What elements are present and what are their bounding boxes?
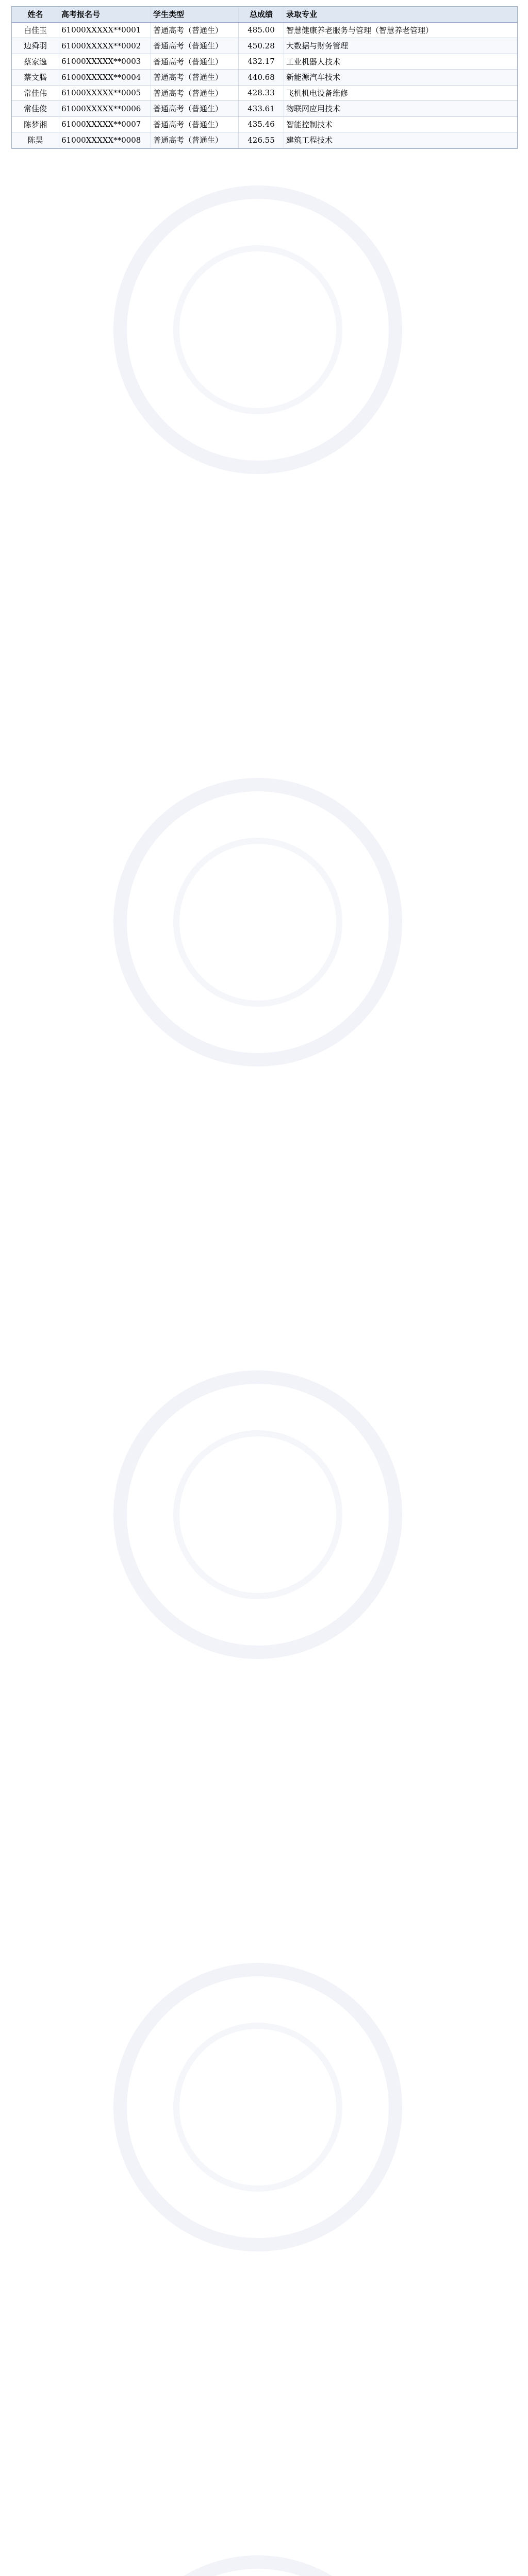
student-name: 陈梦湘 — [12, 117, 59, 132]
student-type: 普通高考（普通生） — [151, 132, 239, 148]
admitted-major: 工业机器人技术 — [286, 57, 341, 66]
total-score: 426.55 — [239, 132, 284, 148]
exam-id: 61000XXXXX**0008 — [59, 132, 151, 148]
admitted-major: 大数据与财务管理 — [286, 41, 349, 51]
student-type: 普通高考（普通生） — [151, 38, 239, 54]
admitted-major: 物联网应用技术 — [286, 104, 341, 114]
watermark-seal — [113, 1963, 402, 2251]
student-type: 普通高考（普通生） — [151, 117, 239, 132]
admitted-major: 智能控制技术 — [286, 120, 333, 129]
table-row — [12, 132, 517, 148]
exam-id: 61000XXXXX**0002 — [59, 38, 151, 54]
exam-id: 61000XXXXX**0005 — [59, 86, 151, 101]
watermark-seal — [113, 2555, 402, 2576]
student-name: 蔡文腾 — [12, 70, 59, 85]
admitted-major: 飞机机电设备维修 — [286, 88, 349, 98]
total-score: 440.68 — [239, 70, 284, 85]
exam-id: 61000XXXXX**0006 — [59, 101, 151, 116]
student-type: 普通高考（普通生） — [151, 101, 239, 116]
student-name: 边舜羽 — [12, 38, 59, 54]
exam-id: 61000XXXXX**0007 — [59, 117, 151, 132]
student-name: 常佳俊 — [12, 101, 59, 116]
student-name: 陈昊 — [12, 132, 59, 148]
student-name: 常佳伟 — [12, 86, 59, 101]
admitted-major: 建筑工程技术 — [286, 135, 333, 145]
total-score: 433.61 — [239, 101, 284, 116]
admitted-major: 新能源汽车技术 — [286, 73, 341, 82]
table-row — [12, 101, 517, 117]
admission-table — [11, 6, 518, 149]
table-row — [12, 38, 517, 54]
total-score: 485.00 — [239, 23, 284, 38]
table-row — [12, 70, 517, 86]
student-name: 白佳玉 — [12, 23, 59, 38]
header-name: 姓名 — [12, 7, 59, 22]
total-score: 450.28 — [239, 38, 284, 54]
table-row — [12, 54, 517, 70]
header-exam-id: 高考报名号 — [59, 7, 151, 22]
header-student-type: 学生类型 — [151, 7, 239, 22]
student-type: 普通高考（普通生） — [151, 54, 239, 70]
student-type: 普通高考（普通生） — [151, 86, 239, 101]
table-row — [12, 86, 517, 101]
header-admitted-major: 录取专业 — [286, 10, 318, 20]
total-score: 435.46 — [239, 117, 284, 132]
header-total-score: 总成绩 — [239, 7, 284, 22]
table-header-row — [12, 7, 517, 23]
table-row — [12, 23, 517, 39]
student-name: 蔡家逸 — [12, 54, 59, 70]
student-type: 普通高考（普通生） — [151, 23, 239, 38]
total-score: 432.17 — [239, 54, 284, 70]
exam-id: 61000XXXXX**0003 — [59, 54, 151, 70]
admitted-major: 智慧健康养老服务与管理（智慧养老管理） — [286, 25, 434, 35]
table-row — [12, 117, 517, 133]
watermark-seal — [113, 778, 402, 1066]
exam-id: 61000XXXXX**0004 — [59, 70, 151, 85]
watermark-seal — [113, 1370, 402, 1659]
watermark-seal — [113, 185, 402, 474]
total-score: 428.33 — [239, 86, 284, 101]
student-type: 普通高考（普通生） — [151, 70, 239, 85]
exam-id: 61000XXXXX**0001 — [59, 23, 151, 38]
table-body — [12, 23, 517, 148]
